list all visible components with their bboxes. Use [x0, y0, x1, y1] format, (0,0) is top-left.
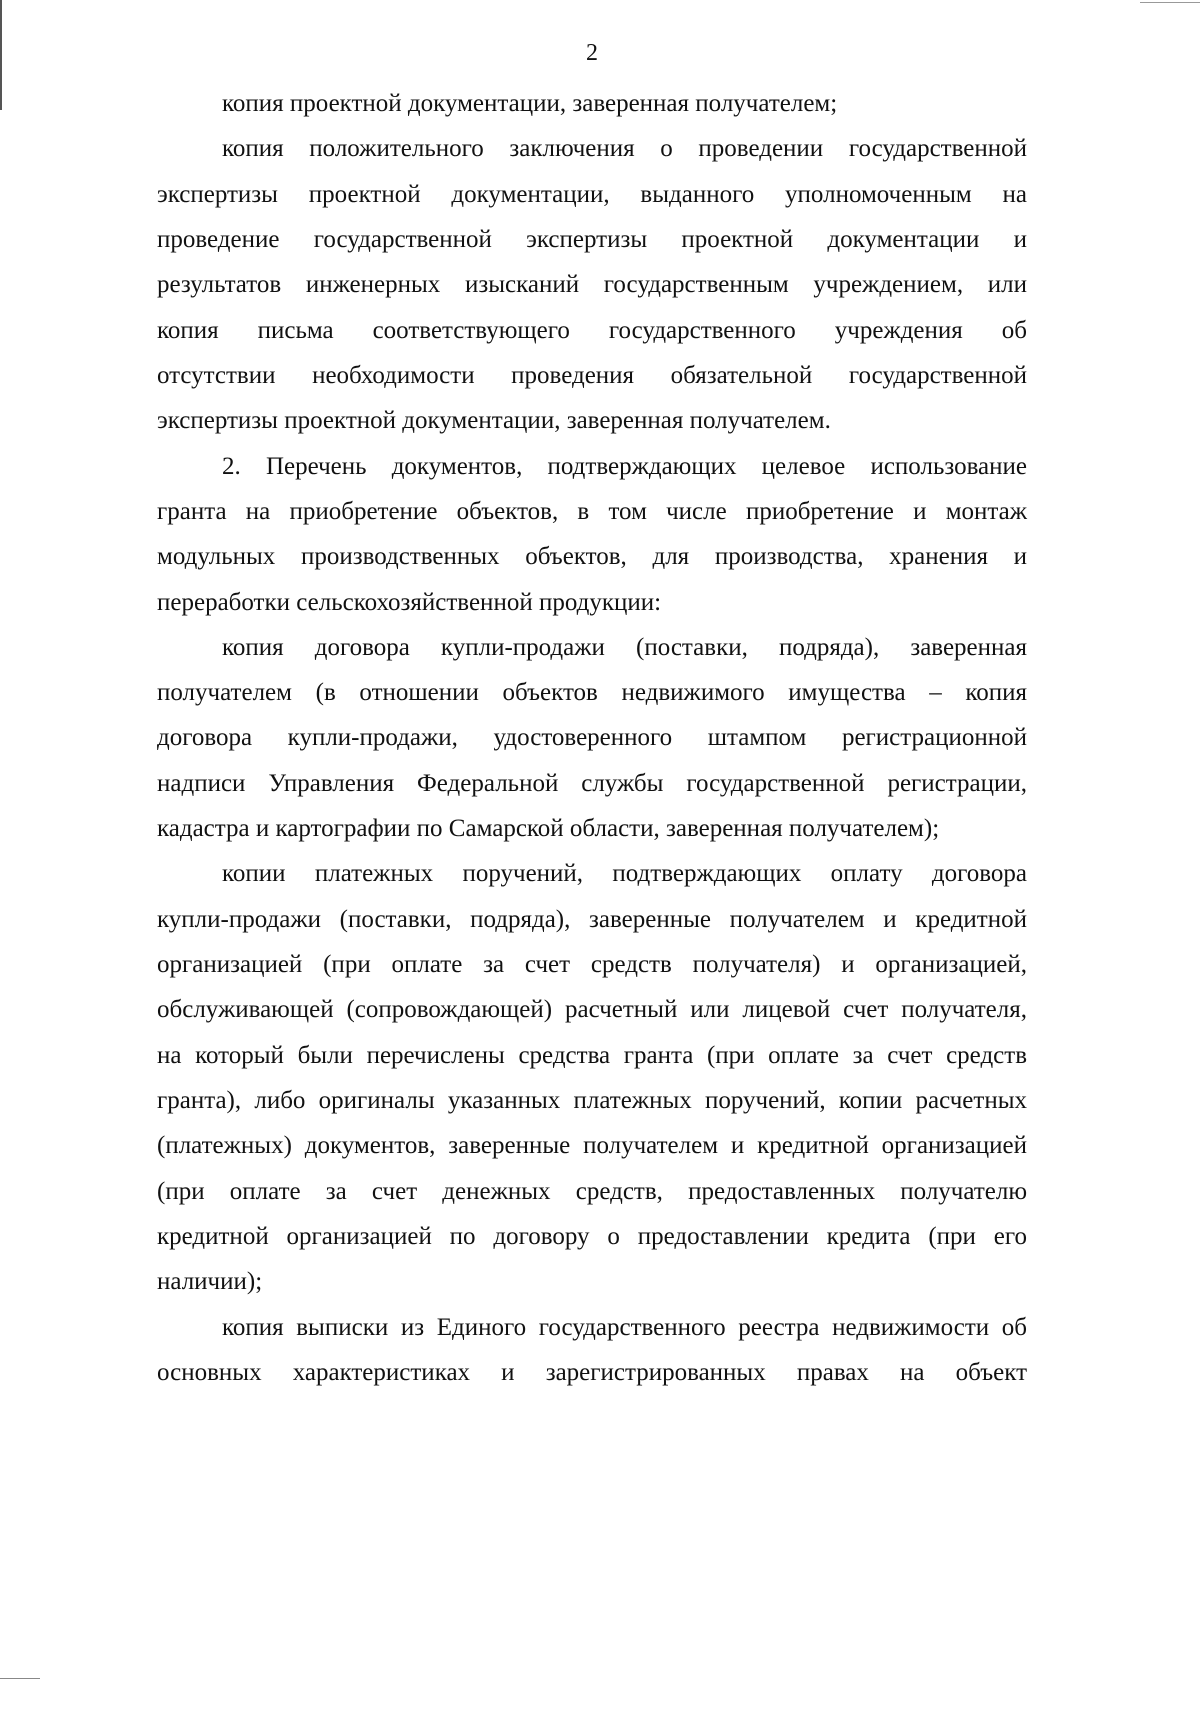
- text-line: основных характеристиках и зарегистрированных правах на объект: [157, 1358, 1027, 1386]
- text-line: копия письма соответствующего государственного учреждения об: [157, 316, 1027, 344]
- text-line: купли-продажи (поставки, подряда), заверенные получателем и кредитной: [157, 905, 1027, 933]
- text-line: 2. Перечень документов, подтверждающих целевое использование: [222, 452, 1027, 480]
- text-line: экспертизы проектной документации, выданного уполномоченным на: [157, 180, 1027, 208]
- text-line: на который были перечислены средства гранта (при оплате за счет средств: [157, 1041, 1027, 1069]
- text-line: договора купли-продажи, удостоверенного штампом регистрационной: [157, 724, 1027, 752]
- text-line: копия выписки из Единого государственного реестра недвижимости об: [222, 1313, 1027, 1341]
- text-line: надписи Управления Федеральной службы государственной регистрации,: [157, 769, 1027, 797]
- text-line: переработки сельскохозяйственной продукции:: [157, 588, 662, 616]
- text-line: экспертизы проектной документации, заверенная получателем.: [157, 407, 831, 435]
- text-line: копия положительного заключения о проведении государственной: [222, 135, 1027, 163]
- text-line: копия договора купли-продажи (поставки, подряда), заверенная: [222, 633, 1027, 661]
- text-line: (при оплате за счет денежных средств, предоставленных получателю: [157, 1177, 1027, 1205]
- text-line: наличии);: [157, 1268, 263, 1296]
- text-line: обслуживающей (сопровождающей) расчетный или лицевой счет получателя,: [157, 996, 1027, 1024]
- text-line: получателем (в отношении объектов недвижимого имущества – копия: [157, 679, 1027, 707]
- text-line: копия проектной документации, заверенная получателем;: [222, 90, 838, 117]
- scan-edge-mark: [0, 1678, 40, 1679]
- text-line: копии платежных поручений, подтверждающих оплату договора: [222, 860, 1027, 888]
- text-line: модульных производственных объектов, для производства, хранения и: [157, 543, 1027, 571]
- page-number: 2: [586, 40, 598, 66]
- text-line: организацией (при оплате за счет средств получателя) и организацией,: [157, 951, 1027, 979]
- text-line: кредитной организацией по договору о предоставлении кредита (при его: [157, 1223, 1027, 1250]
- text-line: проведение государственной экспертизы проектной документации и: [157, 225, 1027, 253]
- scan-edge-mark: [1140, 2, 1200, 3]
- text-line: отсутствии необходимости проведения обязательной государственной: [157, 361, 1027, 389]
- text-line: гранта), либо оригиналы указанных платежных поручений, копии расчетных: [157, 1087, 1027, 1115]
- text-line: кадастра и картографии по Самарской области, заверенная получателем);: [157, 815, 940, 843]
- text-line: результатов инженерных изысканий государственным учреждением, или: [157, 271, 1027, 299]
- text-line: гранта на приобретение объектов, в том числе приобретение и монтаж: [157, 497, 1027, 525]
- text-line: (платежных) документов, заверенные получателем и кредитной организацией: [157, 1132, 1027, 1160]
